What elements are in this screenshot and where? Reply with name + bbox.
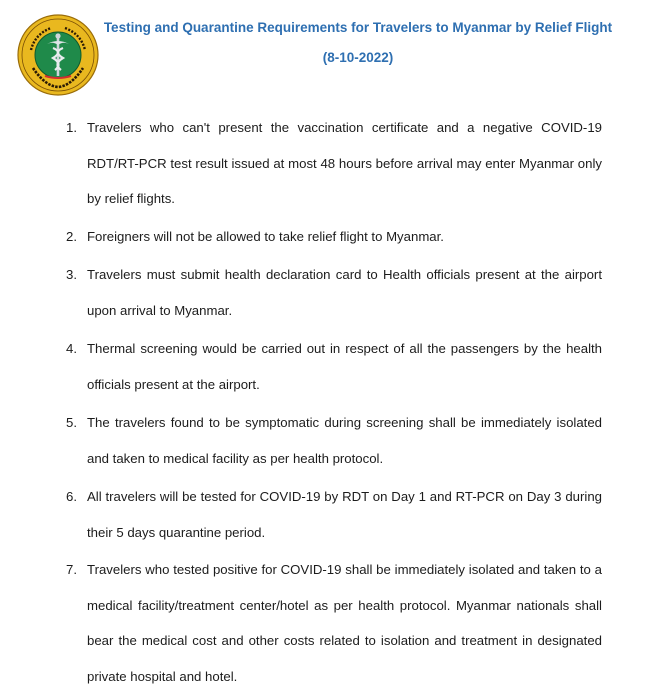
item-text: Travelers must submit health declaration card to Health officials present at the airport upon arrival to Myanmar. — [87, 267, 602, 318]
item-number: 7. — [66, 562, 77, 577]
item-text: Travelers who can't present the vaccination certificate and a negative COVID-19 RDT/RT-PCR test result issued at most 48 hours before arrival may enter Myanmar only by relief flights. — [87, 120, 602, 206]
list-item — [62, 257, 602, 328]
item-text: The travelers found to be symptomatic during screening shall be immediately isolated and taken to medical facility as per health protocol. — [87, 415, 602, 466]
page-title: Testing and Quarantine Requirements for Travelers to Myanmar by Relief Flight — [103, 20, 613, 35]
item-number: 5. — [66, 415, 77, 430]
item-number: 4. — [66, 341, 77, 356]
item-text: All travelers will be tested for COVID-19 by RDT on Day 1 and RT-PCR on Day 3 during their 5 days quarantine period. — [87, 489, 602, 540]
item-text: Foreigners will not be allowed to take relief flight to Myanmar. — [87, 228, 444, 244]
list-item — [62, 405, 602, 476]
item-text: Thermal screening would be carried out in respect of all the passengers by the health officials present at the airport. — [87, 341, 602, 392]
list-item — [62, 219, 602, 255]
item-number: 3. — [66, 267, 77, 282]
caduceus-seal-icon — [17, 14, 99, 96]
item-number: 6. — [66, 489, 77, 504]
list-item — [62, 331, 602, 402]
list-item — [62, 479, 602, 550]
item-number: 1. — [66, 120, 77, 135]
requirements-list — [62, 110, 602, 694]
list-item — [62, 110, 602, 217]
list-item — [62, 552, 602, 694]
document-date: (8-10-2022) — [322, 50, 394, 65]
ministry-of-health-seal — [17, 14, 99, 96]
item-text: Travelers who tested positive for COVID-19 shall be immediately isolated and taken to a medical facility/treatment center/hotel as per health protocol. Myanmar nationals shall bear the medical cost and other costs related to isolation and treatment in designated private hospital and hotel. — [87, 562, 602, 684]
item-number: 2. — [66, 228, 77, 244]
